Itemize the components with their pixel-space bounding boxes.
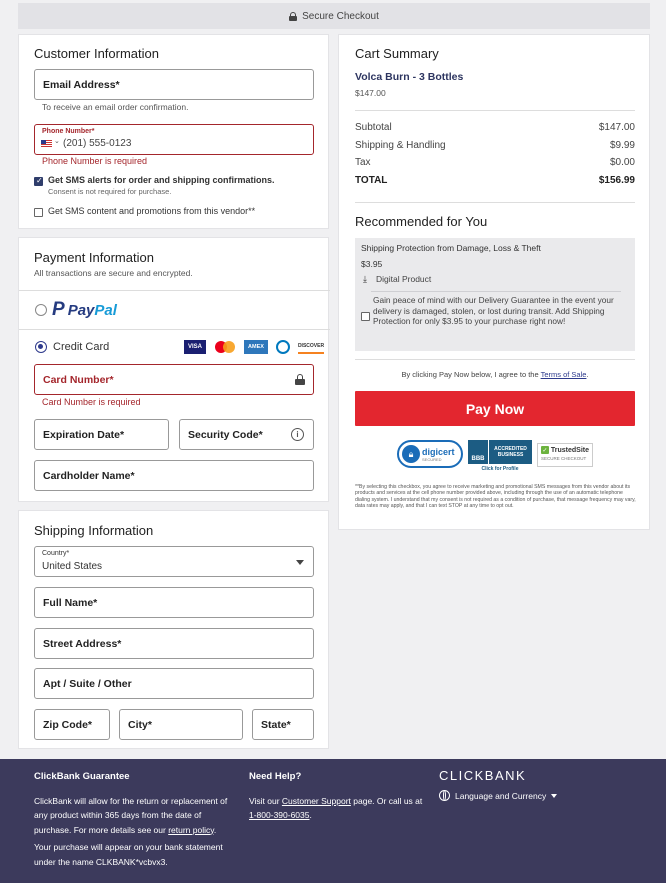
guarantee-end: .: [213, 824, 217, 835]
recommended-title: Recommended for You: [355, 214, 488, 229]
help-end: .: [309, 810, 312, 820]
card-number-error: Card Number is required: [42, 397, 141, 407]
phone-error: Phone Number is required: [42, 156, 148, 166]
us-flag-icon[interactable]: [41, 140, 52, 147]
sms-alerts-sub: Consent is not required for purchase.: [48, 187, 172, 196]
zip-code-label: Zip Code*: [43, 719, 92, 731]
language-currency-label: Language and Currency: [455, 790, 547, 801]
clickbank-logo: CLICKBANK: [439, 768, 527, 783]
paypal-divider: [19, 329, 330, 330]
expiration-date-label: Expiration Date*: [43, 429, 125, 441]
sms-promo-checkbox[interactable]: [34, 208, 43, 217]
return-policy-link[interactable]: return policy: [168, 824, 214, 835]
paypal-radio[interactable]: [35, 304, 47, 316]
guarantee-column: [34, 770, 234, 869]
cardholder-name-label: Cardholder Name*: [43, 470, 135, 482]
paypal-logo[interactable]: [52, 299, 117, 321]
subtotal-label: Subtotal: [355, 122, 392, 133]
zip-code-field[interactable]: [34, 709, 110, 740]
email-field[interactable]: [34, 69, 314, 100]
amex-icon: AMEX: [244, 340, 268, 354]
total-value: $156.99: [598, 175, 635, 186]
credit-card-label[interactable]: Credit Card: [53, 341, 110, 353]
apt-suite-label: Apt / Suite / Other: [43, 678, 132, 690]
street-address-label: Street Address*: [43, 638, 122, 650]
digicert-lock-icon: 🔒︎: [402, 445, 420, 463]
statement-text: Your purchase will appear on your bank statement under the name CLKBANK*vcbvx3.: [34, 842, 223, 867]
guarantee-body: ClickBank will allow for the return or replacement of any product within 365 days from the date of purchase. For more details see our: [34, 795, 228, 835]
help-column: [249, 770, 424, 823]
footer: [0, 759, 666, 883]
recommended-item-desc[interactable]: Gain peace of mind with our Delivery Guarantee in the event your delivery is damaged, stolen, or lost during transit. Add Shipping Protection for only $3.95 to your purchase right now!: [373, 295, 614, 326]
support-phone-link[interactable]: 1-800-390-6035: [249, 810, 310, 820]
diners-icon: [276, 340, 290, 354]
payment-info-subtitle: All transactions are secure and encrypted.: [34, 268, 193, 278]
security-code-field[interactable]: [179, 419, 314, 450]
paypal-icon: P: [52, 299, 65, 320]
tax-label: Tax: [355, 157, 371, 168]
trustedsite-sub: SECURE CHECKOUT: [541, 456, 587, 461]
country-label: Country*: [42, 550, 70, 557]
help-title: Need Help?: [249, 771, 302, 782]
digicert-badge[interactable]: [397, 440, 463, 468]
sms-alerts-checkbox[interactable]: [34, 177, 43, 186]
street-address-field[interactable]: [34, 628, 314, 659]
guarantee-title: ClickBank Guarantee: [34, 771, 130, 782]
bbb-line1: ACCREDITED: [494, 446, 527, 452]
shipping-protection-checkbox[interactable]: [361, 312, 370, 321]
security-code-label: Security Code*: [188, 429, 263, 441]
help-prefix: Visit our: [249, 795, 282, 806]
visa-icon: VISA: [184, 340, 206, 354]
lock-icon: [295, 374, 305, 385]
recommended-item-name: Shipping Protection from Damage, Loss & Theft: [361, 243, 541, 253]
apt-suite-field[interactable]: [34, 668, 314, 699]
pay-now-button[interactable]: Pay Now: [355, 391, 635, 426]
email-label: Email Address*: [43, 79, 120, 91]
tax-value: $0.00: [609, 157, 635, 168]
shipping-label: Shipping & Handling: [355, 140, 446, 151]
agree-divider: [355, 359, 635, 360]
card-number-field[interactable]: [34, 364, 314, 395]
expiration-date-field[interactable]: [34, 419, 169, 450]
shipping-info-card: [18, 510, 329, 749]
info-icon[interactable]: i: [291, 428, 304, 441]
help-mid: page. Or call us at: [350, 795, 423, 806]
caret-down-icon: [551, 794, 557, 798]
card-number-label: Card Number*: [43, 374, 114, 386]
phone-label: Phone Number*: [42, 128, 95, 135]
state-field[interactable]: [252, 709, 314, 740]
download-icon: ⤓: [363, 274, 367, 284]
email-hint: To receive an email order confirmation.: [42, 102, 189, 112]
cart-divider-bottom: [355, 202, 635, 203]
recommended-item: [355, 238, 635, 351]
digicert-sub: SECURED: [422, 456, 442, 462]
sms-alerts-label[interactable]: Get SMS alerts for order and shipping confirmations.: [48, 175, 275, 185]
subtotal-value: $147.00: [598, 122, 635, 133]
full-name-label: Full Name*: [43, 597, 98, 609]
subtotal-row: [355, 122, 635, 133]
shipping-info-title: Shipping Information: [34, 523, 154, 538]
total-label: TOTAL: [355, 175, 388, 186]
card-brand-logos: [184, 340, 324, 354]
cardholder-name-field[interactable]: [34, 460, 314, 491]
paypal-pay-text: Pay: [67, 301, 95, 319]
terms-suffix: .: [586, 370, 589, 379]
bbb-click: Click for Profile: [481, 466, 519, 472]
check-icon: ✓: [542, 447, 548, 454]
language-currency-selector[interactable]: [439, 790, 557, 801]
chevron-down-icon[interactable]: ⌄: [54, 138, 60, 145]
sms-promo-label[interactable]: Get SMS content and promotions from this vendor**: [48, 206, 256, 216]
sms-disclaimer: **By selecting this checkbox, you agree to receive marketing and promotional SMS messages from this vendor about its products and services at the cell phone number provided above, including through the use of an automatic telephone dialing system. I understand that my consent is not required as a condition of purchase, that message frequency may vary, data rates may apply, and that I can text STOP at any time to opt out.: [355, 484, 636, 510]
payment-info-card: [18, 237, 329, 502]
globe-icon: [439, 790, 450, 801]
payment-info-title: Payment Information: [34, 250, 154, 265]
paypal-pal-text: Pal: [94, 301, 117, 319]
secure-checkout-label: Secure Checkout: [302, 10, 379, 22]
product-name: Volca Burn - 3 Bottles: [355, 71, 464, 83]
secure-checkout-bar: [18, 3, 650, 29]
phone-input[interactable]: (201) 555-0123: [63, 138, 132, 149]
bbb-logo-icon: BBB: [468, 440, 488, 464]
customer-info-card: [18, 34, 329, 229]
shipping-row: [355, 140, 635, 151]
city-label: City*: [128, 719, 152, 731]
recommended-item-price: $3.95: [361, 259, 383, 269]
bbb-line2: BUSINESS: [497, 452, 524, 458]
shipping-value: $9.99: [609, 140, 635, 151]
cart-divider-top: [355, 110, 635, 111]
state-label: State*: [261, 719, 291, 731]
discover-icon: DISCOVER: [298, 340, 324, 354]
cart-summary-title: Cart Summary: [355, 46, 439, 61]
recommended-divider: [371, 291, 621, 292]
product-price: $147.00: [355, 88, 386, 98]
payment-divider: [19, 290, 330, 291]
help-text: [249, 794, 424, 823]
phone-field[interactable]: [34, 124, 314, 155]
credit-card-radio[interactable]: [35, 341, 47, 353]
digicert-text: digicert: [422, 446, 455, 457]
customer-info-title: Customer Information: [34, 46, 159, 61]
cart-summary-card: [338, 34, 650, 530]
tax-row: [355, 157, 635, 168]
mastercard-icon: [214, 340, 236, 354]
customer-support-link[interactable]: Customer Support: [281, 795, 351, 806]
recommended-item-type: Digital Product: [376, 274, 432, 284]
terms-prefix: By clicking Pay Now below, I agree to the: [401, 370, 541, 379]
city-field[interactable]: [119, 709, 243, 740]
trustedsite-badge[interactable]: [537, 443, 593, 467]
trustedsite-text: TrustedSite: [550, 446, 589, 454]
full-name-field[interactable]: [34, 587, 314, 618]
total-row: [355, 175, 635, 186]
bbb-badge[interactable]: [468, 440, 532, 474]
terms-of-sale-link[interactable]: Terms of Sale: [540, 370, 587, 379]
country-value: United States: [42, 561, 103, 572]
country-select[interactable]: [34, 546, 314, 577]
lock-icon: [289, 12, 297, 21]
dropdown-arrow-icon: [296, 560, 304, 565]
terms-agreement: [355, 370, 635, 379]
guarantee-text: [34, 794, 234, 838]
